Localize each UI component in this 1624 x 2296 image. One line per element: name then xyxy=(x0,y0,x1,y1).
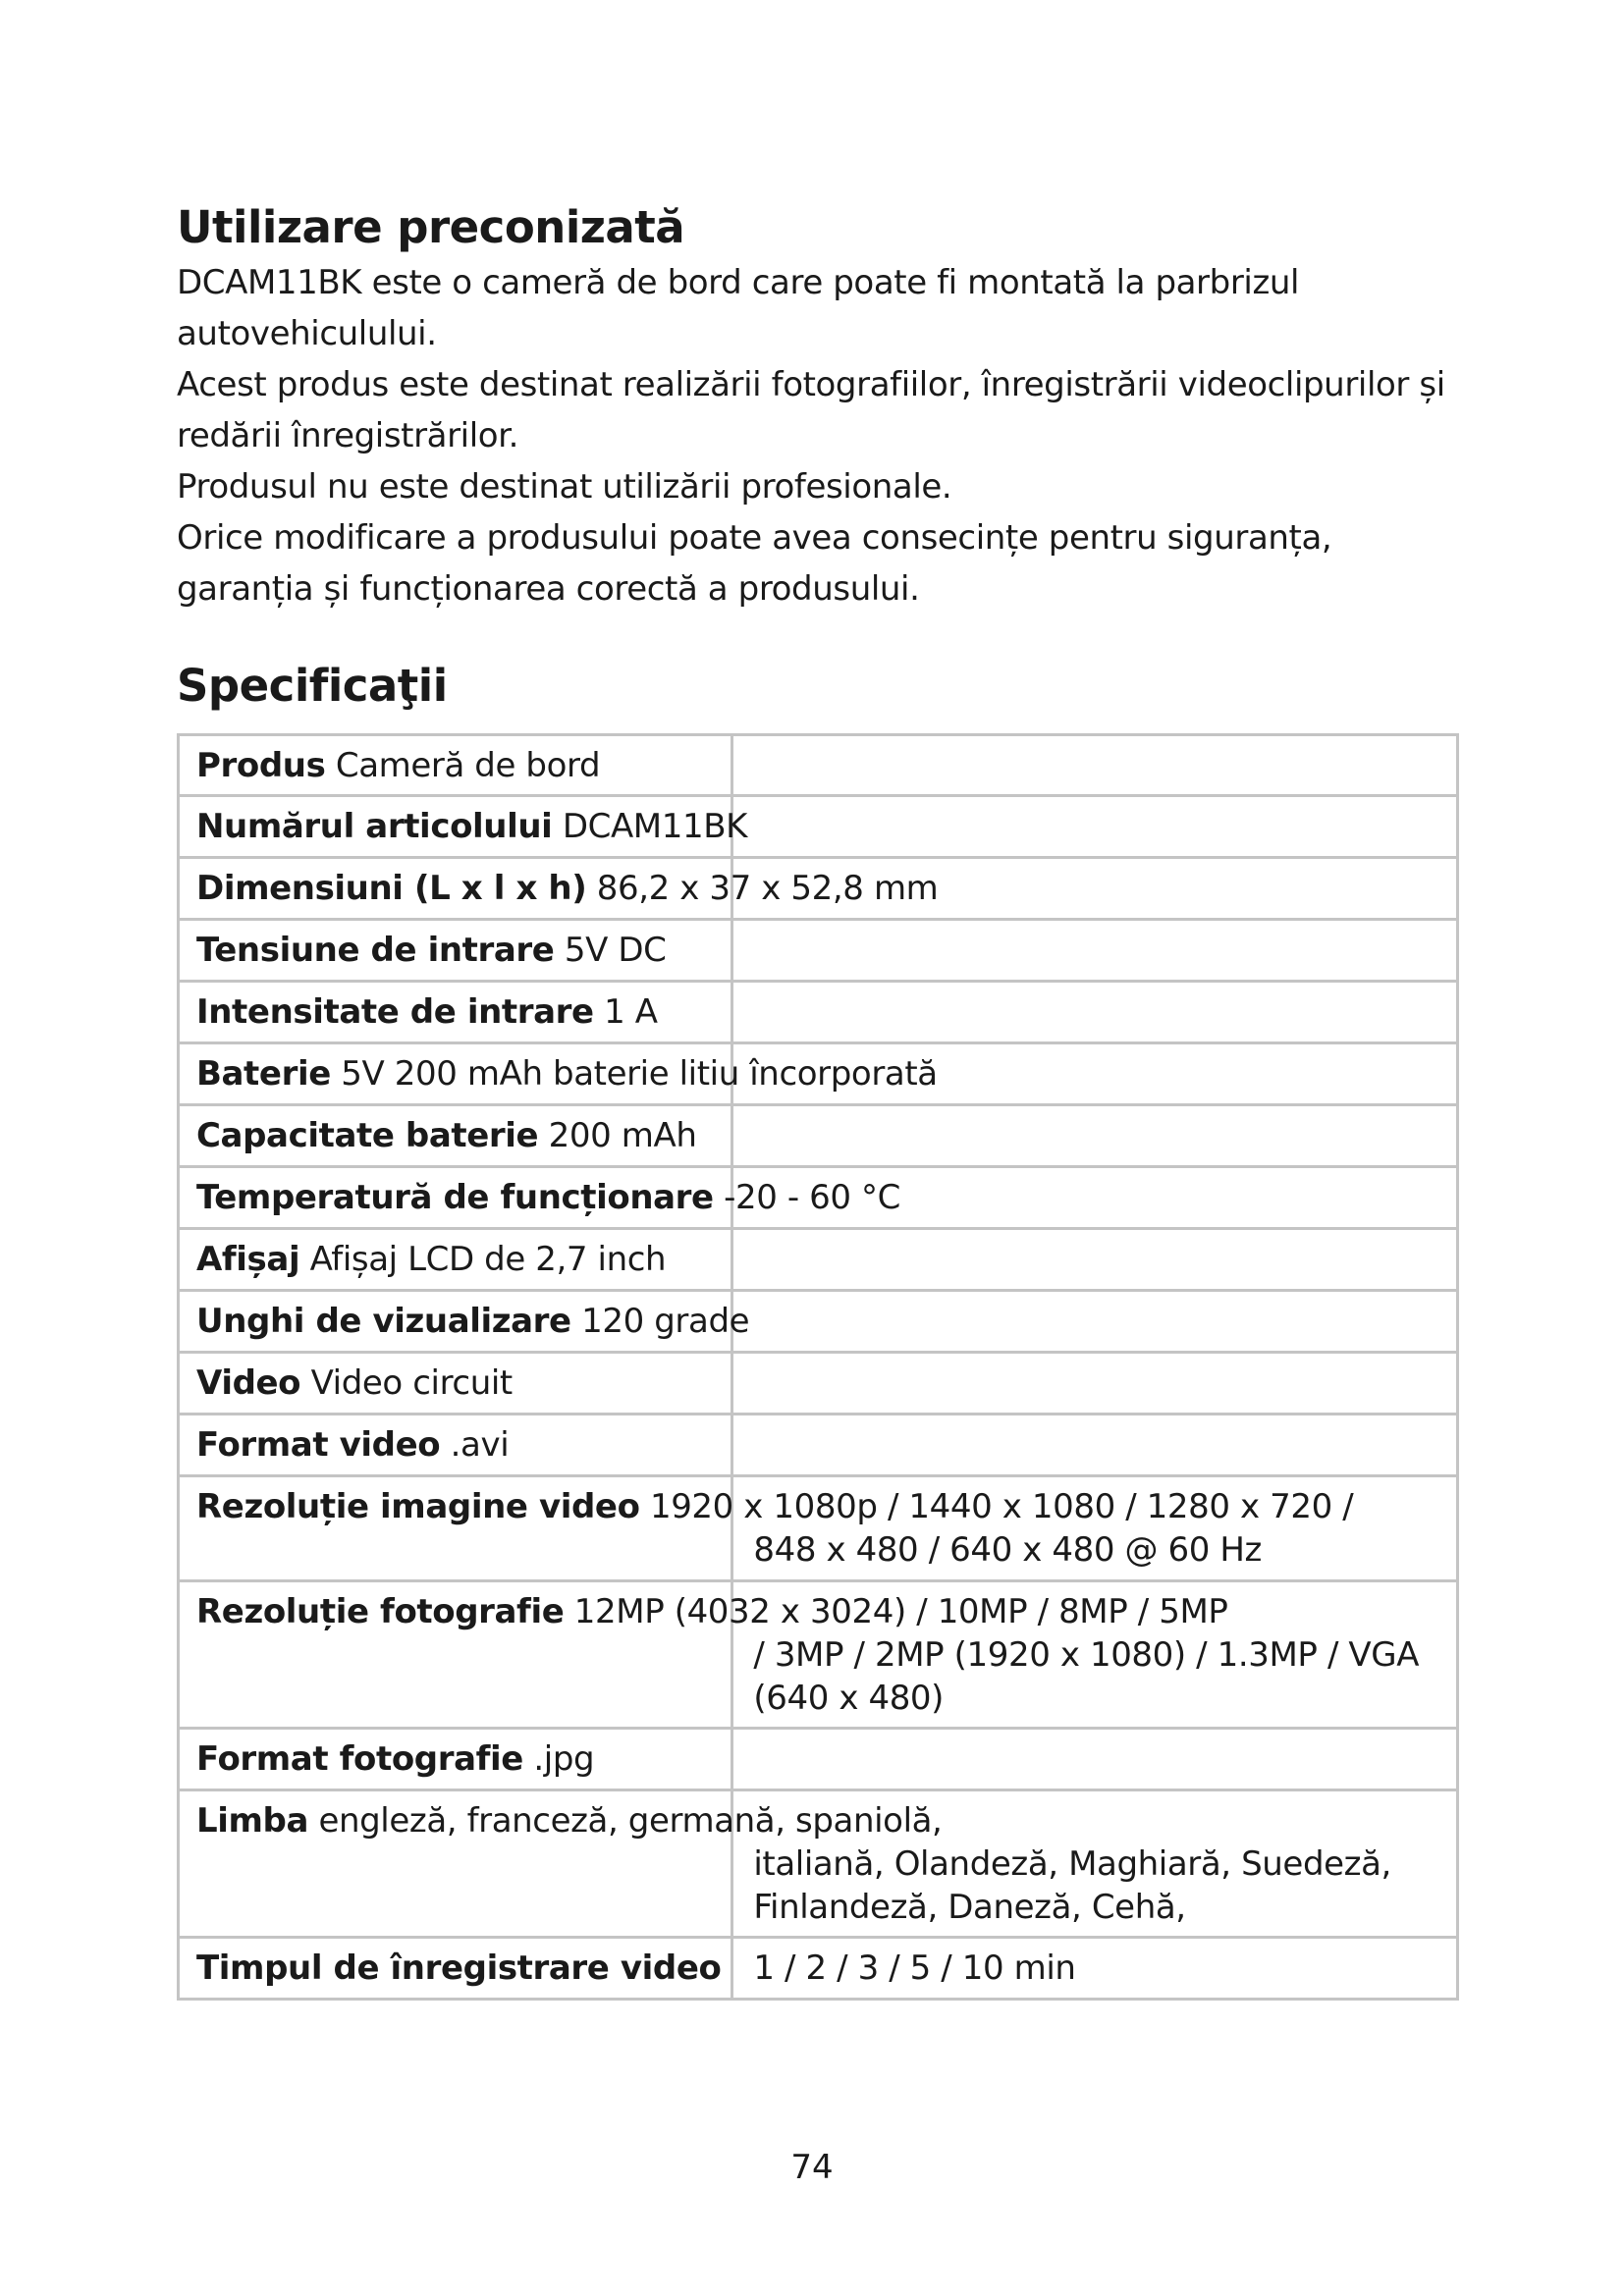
spec-value-continuation: italiană, Olandeză, Maghiară, Suedeză, xyxy=(753,1844,1391,1884)
spec-value-continuation: (640 x 480) xyxy=(753,1679,945,1718)
page-number: 74 xyxy=(790,2148,834,2187)
spec-line xyxy=(196,1362,513,1405)
spec-cell-right xyxy=(732,1229,1458,1291)
spec-line xyxy=(196,1799,942,1842)
spec-cell-left xyxy=(179,1291,750,1353)
spec-row xyxy=(179,1229,1458,1291)
spec-value: 120 grade xyxy=(581,1302,750,1341)
spec-value: DCAM11BK xyxy=(562,807,748,846)
intended-use-text xyxy=(177,257,1459,614)
spec-row xyxy=(179,920,1458,982)
spec-label: Unghi de vizualizare xyxy=(196,1302,571,1341)
spec-cell-left xyxy=(179,1167,900,1229)
spec-line xyxy=(196,744,600,787)
spec-label: Baterie xyxy=(196,1054,331,1094)
spec-cell-right xyxy=(732,1938,1458,2000)
spec-value: engleză, franceză, germană, spaniolă, xyxy=(318,1801,943,1841)
spec-cell-left xyxy=(179,1353,732,1415)
spec-cell-right xyxy=(732,1729,1458,1790)
spec-value: Video circuit xyxy=(310,1363,513,1403)
spec-value: .avi xyxy=(450,1425,510,1465)
paragraph: Acest produs este destinat realizării fotografiilor, înregistrării videoclipurilor și redării înregistrărilor. xyxy=(177,365,1445,455)
spec-row xyxy=(179,1581,1458,1729)
spec-cell-left xyxy=(179,796,748,858)
spec-row xyxy=(179,735,1458,796)
spec-row xyxy=(179,1043,1458,1105)
spec-cell-right xyxy=(732,1415,1458,1476)
spec-row xyxy=(179,1729,1458,1790)
spec-cell-right xyxy=(732,796,1458,858)
spec-value: 1920 x 1080p / 1440 x 1080 / 1280 x 720 / xyxy=(649,1487,1354,1526)
spec-cell-left xyxy=(179,735,732,796)
spec-value: 12MP (4032 x 3024) / 10MP / 8MP / 5MP xyxy=(573,1592,1228,1631)
paragraph: Produsul nu este destinat utilizării profesionale. xyxy=(177,467,952,507)
spec-label: Capacitate baterie xyxy=(196,1116,539,1155)
spec-cell-right xyxy=(732,982,1458,1043)
spec-line xyxy=(196,1590,1227,1633)
spec-value: 5V DC xyxy=(564,931,667,970)
spec-label: Dimensiuni (L x l x h) xyxy=(196,869,587,908)
spec-row xyxy=(179,1790,1458,1938)
spec-cell-left xyxy=(179,1229,732,1291)
spec-line xyxy=(196,1238,666,1281)
spec-cell-left xyxy=(179,1415,732,1476)
spec-row xyxy=(179,796,1458,858)
spec-cell-left xyxy=(179,982,732,1043)
spec-label: Afișaj xyxy=(196,1240,300,1279)
spec-line xyxy=(196,929,666,972)
spec-label: Numărul articolului xyxy=(196,807,553,846)
spec-cell-left xyxy=(179,920,732,982)
section-heading-specifications: Specificaţii xyxy=(177,660,448,712)
spec-value: -20 - 60 °C xyxy=(724,1178,900,1217)
spec-label: Rezoluție fotografie xyxy=(196,1592,565,1631)
spec-cell-right xyxy=(732,1353,1458,1415)
spec-label: Limba xyxy=(196,1801,309,1841)
spec-row xyxy=(179,1353,1458,1415)
spec-line xyxy=(196,1114,696,1157)
spec-line xyxy=(196,990,658,1034)
spec-value: 1 / 2 / 3 / 5 / 10 min xyxy=(753,1949,1076,1988)
spec-cell-right xyxy=(732,1105,1458,1167)
spec-row xyxy=(179,1476,1458,1581)
spec-cell-right xyxy=(732,1291,1458,1353)
spec-line xyxy=(196,805,747,848)
spec-cell-left xyxy=(179,1938,732,2000)
spec-line xyxy=(196,1947,721,1990)
spec-value-continuation: 848 x 480 / 640 x 480 @ 60 Hz xyxy=(753,1530,1262,1570)
spec-label: Temperatură de funcționare xyxy=(196,1178,714,1217)
spec-row xyxy=(179,1105,1458,1167)
spec-cell-left xyxy=(179,1105,732,1167)
spec-label: Format video xyxy=(196,1425,441,1465)
specifications-table xyxy=(177,733,1459,2001)
spec-label: Intensitate de intrare xyxy=(196,992,594,1032)
spec-value: 1 A xyxy=(604,992,658,1032)
spec-cell-left xyxy=(179,1043,938,1105)
spec-row xyxy=(179,858,1458,920)
spec-label: Timpul de înregistrare video xyxy=(196,1949,722,1988)
spec-cell-left xyxy=(179,858,939,920)
spec-row xyxy=(179,1415,1458,1476)
spec-line xyxy=(196,1485,1353,1528)
spec-value: Cameră de bord xyxy=(335,746,601,785)
paragraph: Orice modificare a produsului poate avea consecințe pentru siguranța, garanția și funcționarea corectă a produsului. xyxy=(177,518,1332,609)
spec-value: 5V 200 mAh baterie litiu încorporată xyxy=(341,1054,938,1094)
spec-cell-right xyxy=(732,920,1458,982)
spec-value: 86,2 x 37 x 52,8 mm xyxy=(596,869,939,908)
spec-line xyxy=(196,1176,900,1219)
spec-label: Rezoluție imagine video xyxy=(196,1487,640,1526)
spec-cell-left xyxy=(179,1729,732,1790)
spec-cell-right xyxy=(732,735,1458,796)
spec-value: 200 mAh xyxy=(548,1116,697,1155)
section-heading-intended-use: Utilizare preconizată xyxy=(177,201,685,253)
spec-label: Produs xyxy=(196,746,326,785)
spec-line xyxy=(196,867,938,910)
spec-row xyxy=(179,982,1458,1043)
spec-row xyxy=(179,1291,1458,1353)
spec-cell-left xyxy=(179,1790,943,1938)
spec-line xyxy=(196,1737,594,1781)
spec-value-continuation: Finlandeză, Daneză, Cehă, xyxy=(753,1888,1186,1927)
spec-row xyxy=(179,1167,1458,1229)
paragraph: DCAM11BK este o cameră de bord care poate fi montată la parbrizul autovehiculului. xyxy=(177,263,1300,353)
spec-line xyxy=(196,1423,509,1467)
spec-row xyxy=(179,1938,1458,2000)
spec-value: .jpg xyxy=(533,1739,595,1779)
spec-value: Afișaj LCD de 2,7 inch xyxy=(309,1240,667,1279)
spec-label: Video xyxy=(196,1363,301,1403)
spec-label: Tensiune de intrare xyxy=(196,931,555,970)
spec-label: Format fotografie xyxy=(196,1739,523,1779)
spec-value-continuation: / 3MP / 2MP (1920 x 1080) / 1.3MP / VGA xyxy=(753,1635,1420,1675)
spec-line xyxy=(196,1052,938,1095)
spec-line xyxy=(196,1300,749,1343)
